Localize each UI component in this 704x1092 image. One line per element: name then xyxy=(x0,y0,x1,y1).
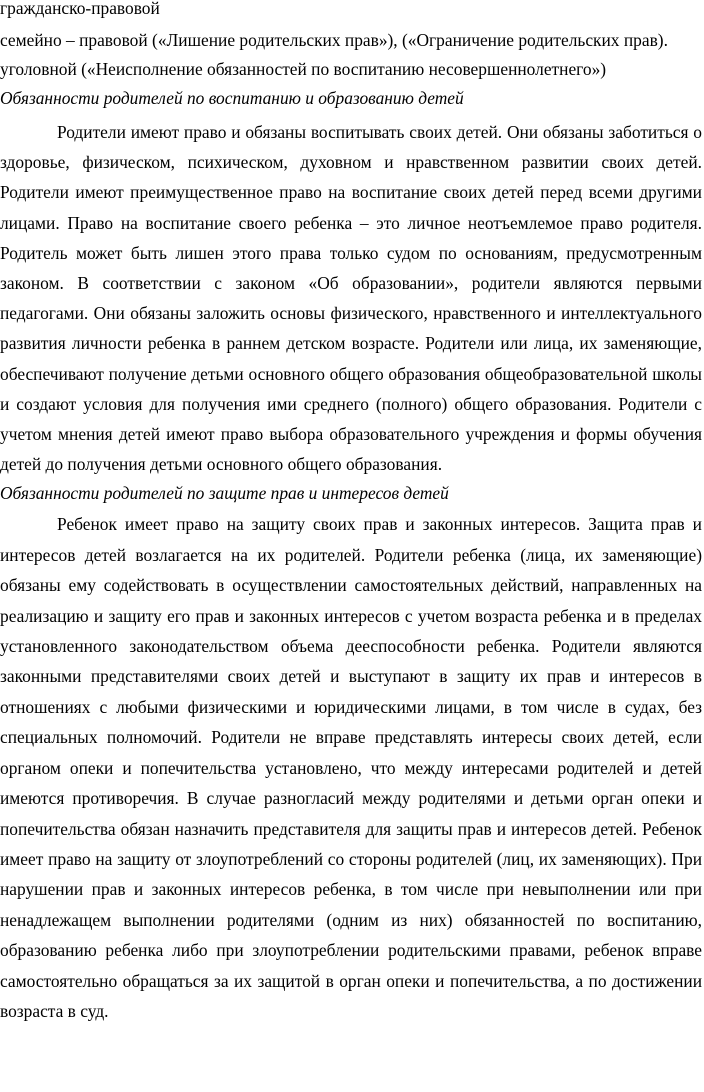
section-paragraph-protection: Ребенок имеет право на защиту своих прав и законных интересов. Защита прав и интересов детей возлагается на их родителей. Родители ребенка (лица, их заменяющие) обязаны ему содействовать в осуществлении самостоятельных действий, направленных на реализацию и защиту его прав и законных интересов с учетом возраста ребенка и в пределах установленного законодательством объема дееспособности ребенка. Родители являются законными представителями своих детей и выступают в защиту их прав и интересов в отношениях с любыми физическими и юридическими лицами, в том числе в судах, без специальных полномочий. Родители не вправе представлять интересы своих детей, если органом опеки и попечительства установлено, что между интересами родителей и детей имеются противоречия. В случае разногласий между родителями и детьми орган опеки и попечительства обязан назначить представителя для защиты прав и интересов детей. Ребенок имеет право на защиту от злоупотреблений со стороны родителей (лиц, их заменяющих). При нарушении прав и законных интересов ребенка, в том числе при невыполнении или при ненадлежащем выполнении родителями (одним из них) обязанностей по воспитанию, образованию ребенка либо при злоупотреблении родительскими правами, ребенок вправе самостоятельно обращаться за их защитой в орган опеки и попечительства, а по достижении возраста в суд. xyxy=(0,514,702,1021)
section-heading-upbringing: Обязанности родителей по воспитанию и образованию детей xyxy=(0,88,464,108)
liability-type-family: семейно – правовой («Лишение родительских прав»), («Ограничение родительских прав). xyxy=(0,30,668,50)
liability-type-criminal: уголовной («Неисполнение обязанностей по воспитанию несовершеннолетнего») xyxy=(0,59,607,79)
section-paragraph-upbringing: Родители имеют право и обязаны воспитывать своих детей. Они обязаны заботиться о здоровье, физическом, психическом, духовном и нравственном развитии своих детей. Родители имеют преимущественное право на воспитание своих детей перед всеми другими лицами. Право на воспитание своего ребенка – это личное неотъемлемое право родителя. Родитель может быть лишен этого права только судом по основаниям, предусмотренным законом. В соответствии с законом «Об образовании», родители являются первыми педагогами. Они обязаны заложить основы физического, нравственного и интеллектуального развития личности ребенка в раннем детском возрасте. Родители или лица, их заменяющие, обеспечивают получение детьми основного общего образования общеобразовательной школы и создают условия для получения ими среднего (полного) общего образования. Родители с учетом мнения детей имеют право выбора образовательного учреждения и формы обучения детей до получения детьми основного общего образования. xyxy=(0,122,702,475)
liability-type-civil: гражданско-правовой xyxy=(0,0,160,18)
section-heading-protection: Обязанности родителей по защите прав и интересов детей xyxy=(0,483,449,504)
